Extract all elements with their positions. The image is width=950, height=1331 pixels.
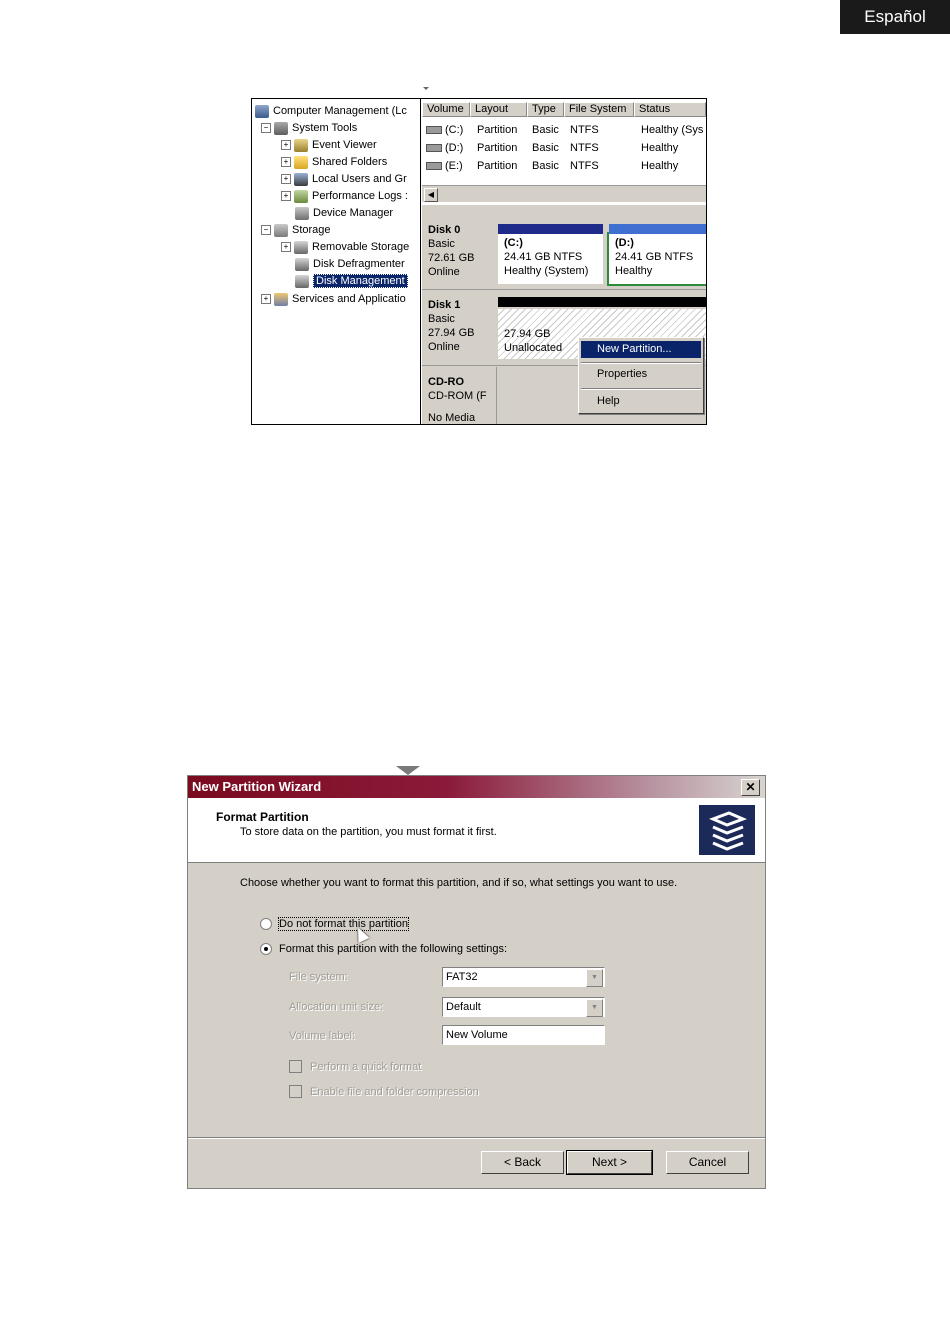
tree-item-shared-folders[interactable] bbox=[281, 154, 387, 170]
cdrom-label[interactable]: CD-RO CD-ROM (F No Media bbox=[428, 376, 487, 424]
allocation-unit-label: Allocation unit size: bbox=[289, 1001, 384, 1013]
horizontal-scrollbar[interactable] bbox=[422, 185, 706, 202]
tree-item-label: Disk Management bbox=[313, 274, 408, 288]
checkbox[interactable] bbox=[289, 1060, 302, 1073]
instruction-text: Choose whether you want to format this partition, and if so, what settings you want to use. bbox=[240, 877, 678, 889]
tree-item-disk-management[interactable] bbox=[295, 273, 408, 289]
tree-item-performance-logs[interactable] bbox=[281, 188, 408, 204]
tree-item-removable-storage[interactable] bbox=[281, 239, 409, 255]
tree-item-device-manager[interactable] bbox=[295, 205, 393, 221]
tree-item-label: Storage bbox=[292, 224, 331, 236]
volume-list-header bbox=[422, 102, 706, 117]
tree-item-label: Device Manager bbox=[313, 207, 394, 219]
column-header-layout[interactable]: Layout bbox=[470, 102, 527, 117]
disk-management-icon bbox=[295, 275, 309, 288]
device-manager-icon bbox=[295, 207, 309, 220]
close-button[interactable]: ✕ bbox=[741, 779, 760, 796]
wizard-header bbox=[188, 798, 765, 863]
tree-item-label: Event Viewer bbox=[312, 139, 377, 151]
tree-item-label: Removable Storage bbox=[312, 241, 410, 253]
menu-item-new-partition[interactable]: New Partition... bbox=[581, 341, 701, 358]
column-header-status[interactable]: Status bbox=[634, 102, 706, 117]
file-system-label: File system: bbox=[289, 971, 348, 983]
services-icon bbox=[274, 293, 288, 306]
language-tab: Español bbox=[840, 0, 950, 34]
event-viewer-icon bbox=[294, 139, 308, 152]
checkbox[interactable] bbox=[289, 1085, 302, 1098]
tree-item-computer-management[interactable] bbox=[255, 103, 407, 119]
radio-do-not-format[interactable] bbox=[260, 918, 408, 930]
dialog-title-bar bbox=[188, 776, 765, 798]
tree-item-event-viewer[interactable] bbox=[281, 137, 377, 153]
computer-management-window bbox=[251, 98, 707, 425]
file-system-select[interactable]: FAT32 ▼ bbox=[442, 967, 605, 987]
table-row[interactable]: (C:) Partition Basic NTFS Healthy (Sys bbox=[422, 122, 706, 138]
page-title: Format Partition bbox=[216, 810, 309, 824]
volume-list bbox=[422, 99, 706, 203]
next-button[interactable]: Next > bbox=[567, 1151, 652, 1174]
tree-item-label: Services and Applicatio bbox=[292, 293, 406, 305]
computer-icon bbox=[255, 105, 269, 118]
volume-label-input[interactable]: New Volume bbox=[442, 1025, 605, 1045]
scroll-left-icon[interactable]: ◀ bbox=[424, 188, 438, 202]
chevron-down-icon[interactable]: ▼ bbox=[586, 999, 603, 1017]
menu-item-help[interactable]: Help bbox=[597, 395, 620, 407]
tree-item-label: Performance Logs : bbox=[312, 190, 408, 202]
column-header-file-system[interactable]: File System bbox=[564, 102, 634, 117]
expand-icon[interactable]: + bbox=[261, 294, 271, 304]
performance-icon bbox=[294, 190, 308, 203]
users-icon bbox=[294, 173, 308, 186]
expand-icon[interactable]: + bbox=[281, 242, 291, 252]
console-tree bbox=[252, 99, 421, 424]
collapse-icon[interactable]: − bbox=[261, 123, 271, 133]
menu-item-properties[interactable]: Properties bbox=[597, 368, 648, 380]
disk-stack-icon bbox=[699, 805, 755, 855]
tree-item-label: Local Users and Gr bbox=[312, 173, 407, 185]
back-button[interactable]: < Back bbox=[481, 1151, 564, 1174]
pointer-arrow-icon bbox=[396, 766, 420, 775]
chevron-down-icon[interactable]: ▼ bbox=[586, 969, 603, 987]
allocation-unit-select[interactable]: Default ▼ bbox=[442, 997, 605, 1017]
expand-icon[interactable]: + bbox=[281, 157, 291, 167]
tools-icon bbox=[274, 122, 288, 135]
disk-0-label[interactable]: Disk 0 Basic 72.61 GB Online bbox=[428, 224, 475, 278]
expand-icon[interactable]: + bbox=[281, 140, 291, 150]
volume-label-label: Volume label: bbox=[289, 1030, 356, 1042]
tree-item-disk-defragmenter[interactable] bbox=[295, 256, 405, 272]
radio-label[interactable]: Do not format this partition bbox=[279, 918, 409, 930]
drive-icon bbox=[426, 144, 442, 152]
folder-icon bbox=[294, 156, 308, 169]
tree-item-label: Shared Folders bbox=[312, 156, 388, 168]
column-header-type[interactable]: Type bbox=[527, 102, 564, 117]
radio-button[interactable] bbox=[260, 918, 272, 930]
drive-icon bbox=[426, 126, 442, 134]
tree-item-storage[interactable] bbox=[261, 222, 331, 238]
tree-item-label: Computer Management (Lc bbox=[273, 105, 407, 117]
table-row[interactable]: (D:) Partition Basic NTFS Healthy bbox=[422, 140, 706, 156]
table-row[interactable]: (E:) Partition Basic NTFS Healthy bbox=[422, 158, 706, 174]
radio-button[interactable] bbox=[260, 943, 272, 955]
page-subtitle: To store data on the partition, you must format it first. bbox=[240, 826, 497, 838]
tree-item-services-applications[interactable] bbox=[261, 291, 406, 307]
quick-format-checkbox[interactable]: Perform a quick format bbox=[289, 1060, 421, 1073]
partition-d[interactable]: (D:) 24.41 GB NTFS Healthy bbox=[609, 234, 707, 284]
tree-item-label: System Tools bbox=[292, 122, 358, 134]
context-menu bbox=[578, 337, 704, 414]
drive-icon bbox=[426, 162, 442, 170]
unallocated-space[interactable]: 27.94 GB Unallocated bbox=[498, 309, 707, 359]
button-divider bbox=[188, 1137, 765, 1139]
dialog-title: New Partition Wizard bbox=[192, 779, 322, 794]
new-partition-wizard-dialog bbox=[187, 775, 766, 1189]
tree-item-local-users[interactable] bbox=[281, 171, 407, 187]
storage-icon bbox=[274, 224, 288, 237]
defragmenter-icon bbox=[295, 258, 309, 271]
expand-icon[interactable]: + bbox=[281, 191, 291, 201]
compression-checkbox[interactable]: Enable file and folder compression bbox=[289, 1085, 479, 1098]
tree-item-label: Disk Defragmenter bbox=[313, 258, 405, 270]
removable-storage-icon bbox=[294, 241, 308, 254]
column-header-volume[interactable]: Volume bbox=[422, 102, 470, 117]
radio-format-partition[interactable] bbox=[260, 943, 507, 955]
partition-c[interactable]: (C:) 24.41 GB NTFS Healthy (System) bbox=[498, 234, 603, 284]
pointer-arrow-icon bbox=[423, 87, 429, 90]
cancel-button[interactable]: Cancel bbox=[666, 1151, 749, 1174]
expand-icon[interactable]: + bbox=[281, 174, 291, 184]
radio-label[interactable]: Format this partition with the following settings: bbox=[279, 943, 508, 955]
tree-item-system-tools[interactable] bbox=[261, 120, 357, 136]
collapse-icon[interactable]: − bbox=[261, 225, 271, 235]
disk-1-label[interactable]: Disk 1 Basic 27.94 GB Online bbox=[428, 299, 475, 353]
